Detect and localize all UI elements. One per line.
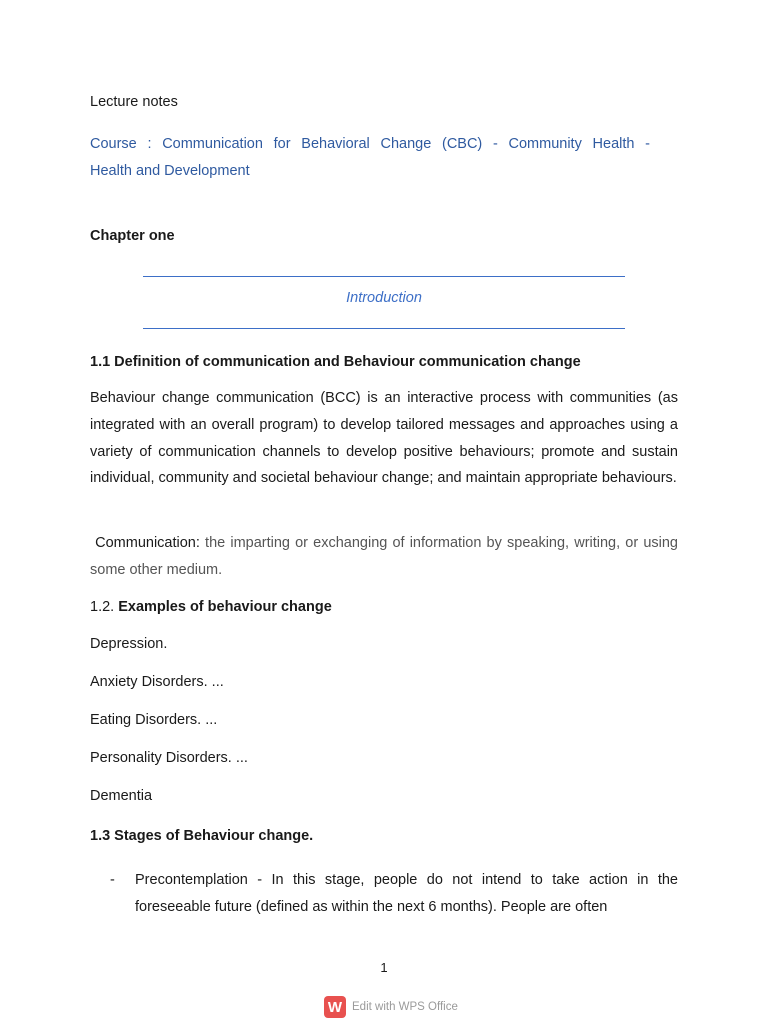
wps-watermark[interactable] (324, 995, 458, 1019)
section-title: Introduction (346, 290, 422, 306)
section-1-3-heading: 1.3 Stages of Behaviour change. (90, 828, 314, 844)
lecture-notes-label: Lecture notes (90, 94, 178, 110)
section-1-2-number: 1.2. (90, 599, 119, 615)
wps-watermark-text: Edit with WPS Office (352, 1001, 458, 1013)
bottom-rule (143, 328, 625, 329)
communication-term: Communication: (95, 535, 200, 551)
section-1-2-heading (90, 597, 332, 617)
section-1-2-title: Examples of behaviour change (118, 599, 332, 615)
course-title-line1: Course : Communication for Behavioral Change (CBC) - Community Health - (90, 136, 650, 152)
bcc-definition-paragraph: Behaviour change communication (BCC) is an interactive process with communities (as integrated with an overall program) to develop tailored messages and approaches using a variety of communication channels to develop positive behaviours; promote and sustain individual, community and societal behaviour change; and maintain appropriate behaviours. (90, 390, 678, 487)
communication-definition-text: the imparting or exchanging of information by speaking, writing, or using some other medium. (90, 535, 678, 578)
course-title (90, 131, 650, 185)
example-item: Eating Disorders. ... (90, 712, 218, 728)
bullet-dash: - (110, 872, 115, 888)
wps-logo-icon: W (324, 996, 346, 1018)
chapter-heading: Chapter one (90, 228, 175, 244)
top-rule (143, 276, 625, 277)
page-number: 1 (380, 960, 388, 975)
example-item: Depression. (90, 636, 168, 652)
precontemplation-bullet: Precontemplation - In this stage, people do not intend to take action in the foreseeable future (defined as within the next 6 months). People are often (135, 872, 678, 915)
example-item: Anxiety Disorders. ... (90, 674, 224, 690)
example-item: Dementia (90, 788, 153, 804)
example-item: Personality Disorders. ... (90, 750, 248, 766)
section-1-1-heading: 1.1 Definition of communication and Behaviour communication change (90, 354, 581, 370)
course-title-line2: Health and Development (90, 163, 250, 179)
communication-definition (90, 530, 678, 584)
